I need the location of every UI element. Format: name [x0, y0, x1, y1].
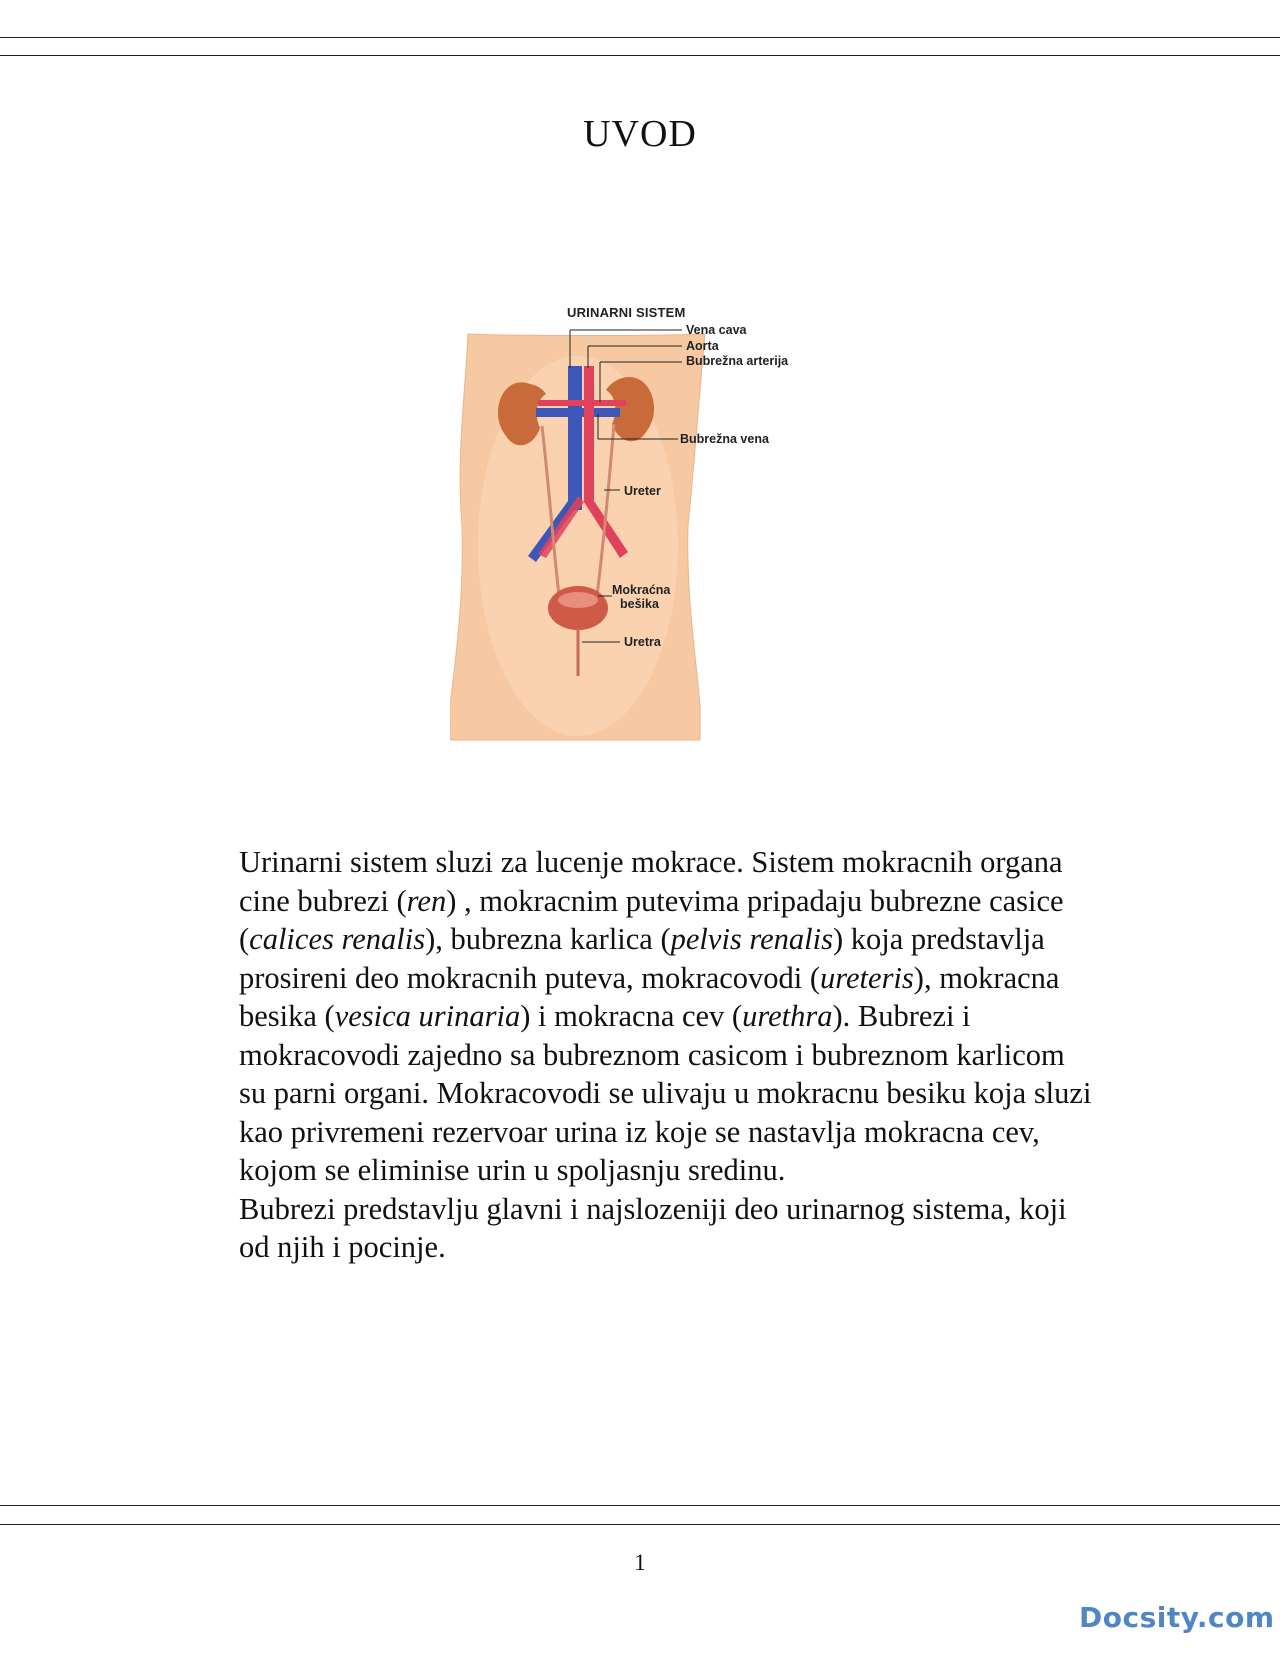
- header-rule-bottom: [0, 55, 1280, 56]
- p1-text-1: Urinarni sistem sluzi za lucenje mokrace. Sistem mokracnih organa cine bubrezi (: [239, 845, 1063, 918]
- bladder-opening: [558, 592, 598, 608]
- footer-rule-bottom: [0, 1524, 1280, 1525]
- header-rule-top: [0, 37, 1280, 38]
- paragraph-1: [189, 843, 1099, 1190]
- p1-text-6: ) i mokracna cev (: [520, 999, 743, 1033]
- p1-text-4: ) koja predstavlja prosireni deo mokracnih puteva, mokracovodi (: [239, 922, 1045, 995]
- p1-term-urethra: urethra: [742, 999, 833, 1033]
- body-text: [189, 843, 1099, 1267]
- footer-rule-top: [0, 1505, 1280, 1506]
- label-urethra: Uretra: [624, 635, 661, 649]
- page-title: UVOD: [583, 113, 697, 155]
- p1-term-ureteris: ureteris: [820, 960, 914, 995]
- p1-text-7: ). Bubrezi i mokracovodi zajedno sa bubreznom casicom i bubreznom karlicom su parni organi. Mokracovodi se ulivaju u mokracnu besiku koja sluzi kao privremeni rezervoar urina iz koje se nastavlja mokracna cev, kojom se eliminise urin u spoljasnju sredinu.: [239, 999, 1092, 1187]
- page-number: 1: [634, 1550, 646, 1575]
- renal-artery-vessel: [538, 400, 626, 406]
- p1-text-3: ), bubrezna karlica (: [425, 922, 671, 956]
- p1-term-ren: ren: [406, 883, 447, 918]
- label-bladder: [612, 583, 670, 611]
- p1-term-vesica: vesica urinaria: [334, 999, 521, 1033]
- label-vena-cava: Vena cava: [686, 323, 747, 337]
- p1-text-5: ), mokracna besika (: [239, 960, 1060, 1033]
- p1-term-calices: calices renalis: [249, 922, 426, 956]
- p1-text-2: ) , mokracnim putevima pripadaju bubrezne casice (: [239, 883, 1064, 956]
- label-ureter: Ureter: [624, 484, 661, 498]
- urinary-system-figure: [450, 296, 870, 756]
- figure-title: URINARNI SISTEM: [567, 305, 686, 320]
- label-renal-vein: Bubrežna vena: [680, 432, 769, 446]
- paragraph-2: Bubrezi predstavlju glavni i najslozeniji deo urinarnog sistema, koji od njih i pocinje.: [239, 1191, 1067, 1264]
- p1-term-pelvis: pelvis renalis: [670, 922, 833, 956]
- renal-vein-vessel: [536, 408, 620, 417]
- urinary-system-illustration: [450, 296, 870, 756]
- docsity-watermark[interactable]: Docsity.com: [1079, 1601, 1275, 1634]
- label-bladder-line1: Mokraćna: [612, 583, 671, 597]
- label-renal-artery: Bubrežna arterija: [686, 354, 789, 368]
- label-aorta: Aorta: [686, 339, 719, 353]
- label-bladder-line2: bešika: [620, 597, 659, 611]
